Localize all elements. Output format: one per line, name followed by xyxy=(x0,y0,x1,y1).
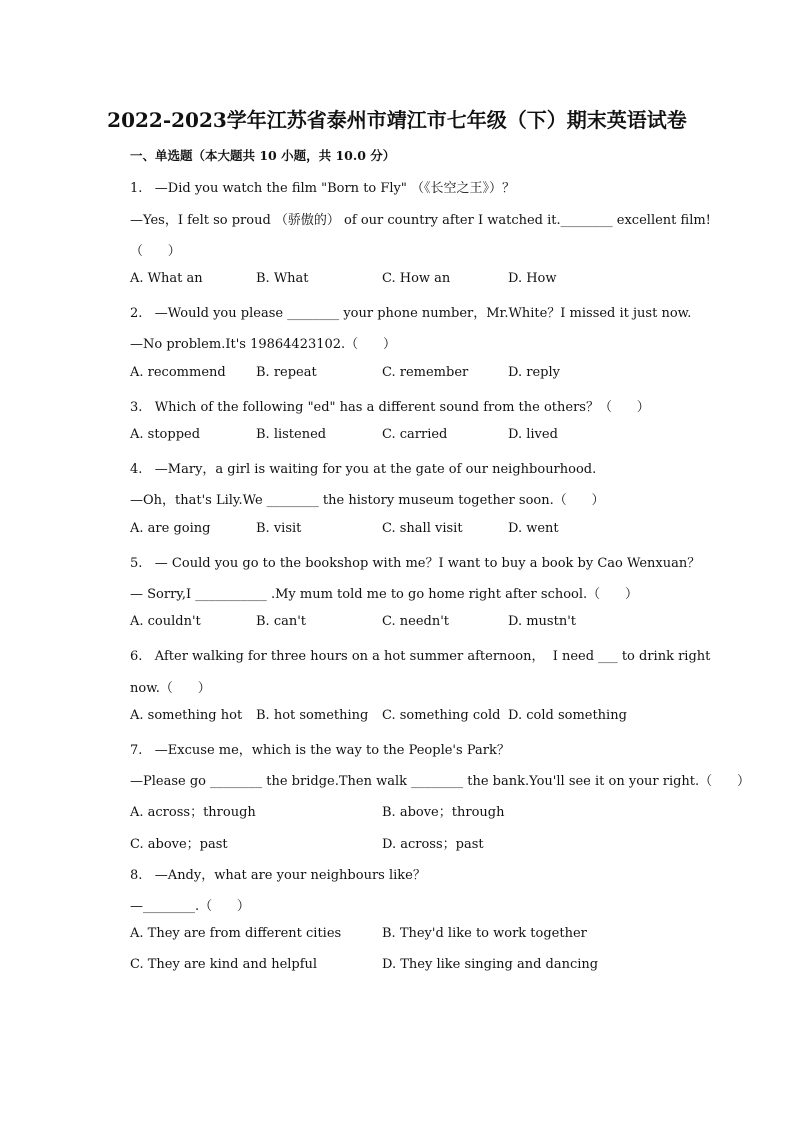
q7-option-a: A. across；through xyxy=(130,805,256,820)
q4-line-1: 4. —Mary，a girl is waiting for you at the gate of our neighbourhood. xyxy=(130,462,597,477)
q1-option-c: C. How an xyxy=(382,271,451,286)
q8-option-c: C. They are kind and helpful xyxy=(130,957,318,972)
q8-option-a: A. They are from different cities xyxy=(130,926,342,941)
q7-option-d: D. across；past xyxy=(382,837,484,852)
q3-option-c: C. carried xyxy=(382,427,448,442)
q6-line-1: 6. After walking for three hours on a hot summer afternoon， I need ___ to drink right xyxy=(130,649,711,664)
q5-line-2: — Sorry,I ___________ .My mum told me to go home right after school.（ ） xyxy=(130,587,638,602)
section-heading: 一、单选题（本大题共 10 小题，共 10.0 分） xyxy=(130,148,396,163)
q3-option-a: A. stopped xyxy=(130,427,201,442)
q2-option-c: C. remember xyxy=(382,365,469,380)
q7-option-b: B. above；through xyxy=(382,805,505,820)
q5-option-d: D. mustn't xyxy=(508,614,576,629)
q2-option-b: B. repeat xyxy=(256,365,317,380)
q3-option-b: B. listened xyxy=(256,427,327,442)
q3-line-1: 3. Which of the following "ed" has a different sound from the others？（ ） xyxy=(130,400,650,415)
q4-option-b: B. visit xyxy=(256,521,302,536)
q1-line-1: 1. —Did you watch the film "Born to Fly" （《长空之王》）？ xyxy=(130,181,516,196)
q4-option-d: D. went xyxy=(508,521,559,536)
q2-line-1: 2. —Would you please ________ your phone number，Mr.White？I missed it just now. xyxy=(130,306,692,321)
q2-option-a: A. recommend xyxy=(130,365,226,380)
q3-option-d: D. lived xyxy=(508,427,558,442)
q6-option-d: D. cold something xyxy=(508,708,627,723)
q5-option-c: C. needn't xyxy=(382,614,449,629)
page-title: 2022-2023学年江苏省泰州市靖江市七年级（下）期末英语试卷 xyxy=(107,108,687,132)
q7-option-c: C. above；past xyxy=(130,837,228,852)
q1-option-b: B. What xyxy=(256,271,309,286)
q1-line-2: —Yes，I felt so proud （骄傲的） of our country after I watched it.________ excellent film! xyxy=(130,213,711,228)
q5-line-1: 5. — Could you go to the bookshop with me？I want to buy a book by Cao Wenxuan？ xyxy=(130,556,701,571)
q6-line-2: now.（ ） xyxy=(130,681,211,696)
q6-option-c: C. something cold xyxy=(382,708,501,723)
q4-line-2: —Oh，that's Lily.We ________ the history museum together soon.（ ） xyxy=(130,493,605,508)
q7-line-1: 7. —Excuse me，which is the way to the People's Park？ xyxy=(130,743,510,758)
q8-line-2: —________.（ ） xyxy=(130,899,250,914)
q1-option-d: D. How xyxy=(508,271,557,286)
q5-option-a: A. couldn't xyxy=(130,614,201,629)
q1-line-3: （ ） xyxy=(130,244,181,259)
q2-option-d: D. reply xyxy=(508,365,560,380)
q4-option-a: A. are going xyxy=(130,521,211,536)
q6-option-a: A. something hot xyxy=(130,708,243,723)
q1-option-a: A. What an xyxy=(130,271,203,286)
q8-line-1: 8. —Andy，what are your neighbours like？ xyxy=(130,868,426,883)
q5-option-b: B. can't xyxy=(256,614,307,629)
q8-option-d: D. They like singing and dancing xyxy=(382,957,599,972)
q2-line-2: —No problem.It's 19864423102.（ ） xyxy=(130,337,396,352)
q7-line-2: —Please go ________ the bridge.Then walk ________ the bank.You'll see it on your right.（ ） xyxy=(130,774,750,789)
q4-option-c: C. shall visit xyxy=(382,521,463,536)
q6-option-b: B. hot something xyxy=(256,708,369,723)
q8-option-b: B. They'd like to work together xyxy=(382,926,587,941)
